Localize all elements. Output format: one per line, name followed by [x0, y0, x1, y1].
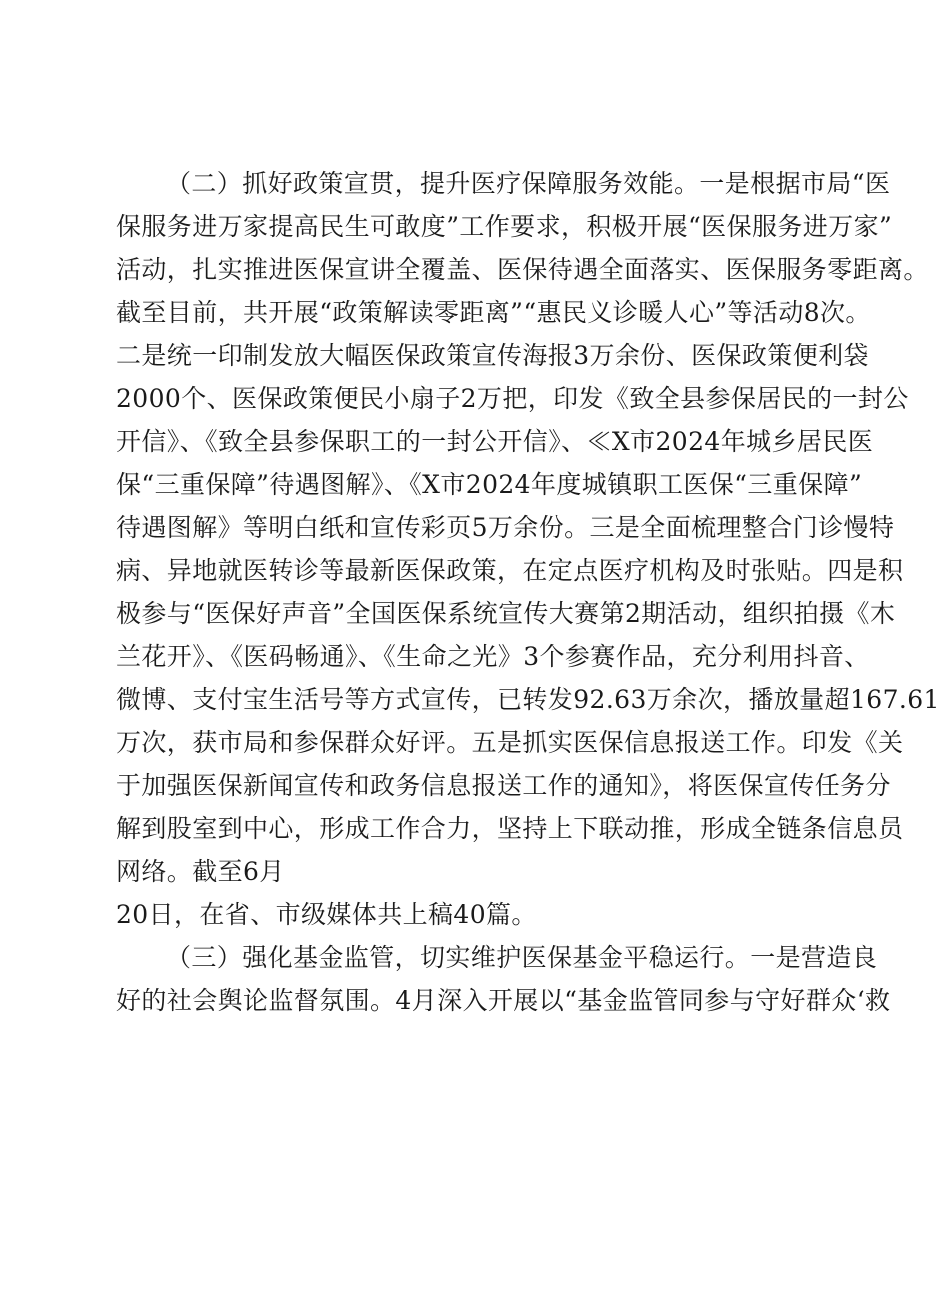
text-line: 万次，获市局和参保群众好评。五是抓实医保信息报送工作。印发《关: [116, 728, 904, 757]
text-line: 二是统一印制发放大幅医保政策宣传海报3万余份、医保政策便利袋: [116, 341, 869, 370]
text-line: 极参与“医保好声音”全国医保系统宣传大赛第2期活动，组织拍摄《木: [116, 599, 896, 628]
text-line: 于加强医保新闻宣传和政务信息报送工作的通知》，将医保宣传任务分: [116, 771, 891, 800]
paragraph-2-heading-line: （二）抓好政策宣贯，提升医疗保障服务效能。一是根据市局“医: [166, 169, 891, 198]
text-line: 网络。截至6月: [116, 857, 285, 886]
text-line: 开信》、《致全县参保职工的一封公开信》、≪X市2024年城乡居民医: [116, 427, 874, 456]
text-line: 病、异地就医转诊等最新医保政策，在定点医疗机构及时张贴。四是积: [116, 556, 904, 585]
text-line: 20日，在省、市级媒体共上稿40篇。: [116, 900, 537, 929]
text-line: 活动，扎实推进医保宣讲全覆盖、医保待遇全面落实、医保服务零距离。: [116, 255, 929, 284]
text-line: 保“三重保障”待遇图解》、《X市2024年度城镇职工医保“三重保障”: [116, 470, 863, 499]
text-line: 2000个、医保政策便民小扇子2万把，印发《致全县参保居民的一封公: [116, 384, 909, 413]
text-line: 待遇图解》等明白纸和宣传彩页5万余份。三是全面梳理整合门诊慢特: [116, 513, 895, 542]
text-line: 微博、支付宝生活号等方式宣传，已转发92.63万余次，播放量超167.61: [116, 685, 940, 714]
text-line: 兰花开》、《医码畅通》、《生命之光》3个参赛作品，充分利用抖音、: [116, 642, 870, 671]
text-line: 好的社会舆论监督氛围。4月深入开展以“基金监管同参与守好群众‘救: [116, 986, 891, 1015]
paragraph-3-heading-line: （三）强化基金监管，切实维护医保基金平稳运行。一是营造良: [166, 943, 878, 972]
text-line: 保服务进万家提高民生可敢度”工作要求，积极开展“医保服务进万家”: [116, 212, 893, 241]
text-line: 截至目前，共开展“政策解读零距离”“惠民义诊暖人心”等活动8次。: [116, 298, 871, 327]
text-line: 解到股室到中心，形成工作合力，坚持上下联动推，形成全链条信息员: [116, 814, 904, 843]
